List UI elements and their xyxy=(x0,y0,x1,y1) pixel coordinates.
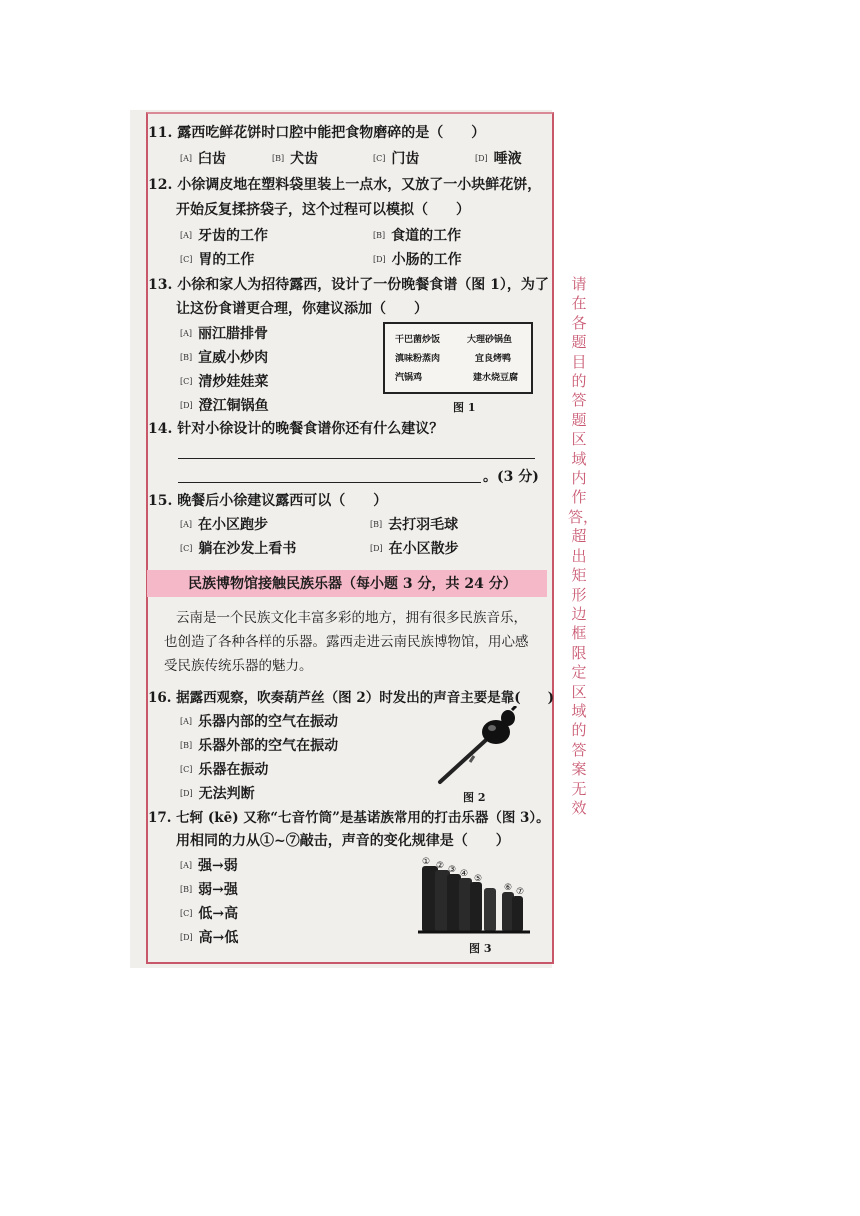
option-tag: [C] xyxy=(180,909,193,918)
option-text: 牙齿的工作 xyxy=(198,228,269,244)
question-16-option-b[interactable] xyxy=(180,737,338,755)
section-intro-line: 受民族传统乐器的魅力。 xyxy=(164,658,313,674)
tube-label: ⑤ xyxy=(474,874,483,884)
tube-label: ② xyxy=(436,861,445,871)
question-16-option-c[interactable] xyxy=(180,761,268,779)
question-15-option-d[interactable] xyxy=(370,540,459,558)
option-text: 躺在沙发上看书 xyxy=(198,541,297,557)
option-text: 乐器在振动 xyxy=(198,762,269,778)
question-17-stem-line2: 用相同的力从①~⑦敲击，声音的变化规律是（ ） xyxy=(176,833,510,849)
option-tag: [D] xyxy=(475,154,488,163)
option-tag: [C] xyxy=(180,765,193,774)
option-tag: [C] xyxy=(373,154,386,163)
figure-3-label: 图 3 xyxy=(469,942,492,955)
gourd-flute-icon xyxy=(430,706,520,788)
option-tag: [D] xyxy=(180,789,193,798)
figure-1-label: 图 1 xyxy=(453,401,476,414)
option-tag: [B] xyxy=(370,520,383,529)
menu-item: 汽锅鸡 xyxy=(395,373,423,383)
option-tag: [D] xyxy=(180,401,193,410)
option-text: 胃的工作 xyxy=(198,252,255,268)
tube-label: ⑥ xyxy=(504,883,513,893)
option-tag: [A] xyxy=(180,154,193,163)
question-14-stem: 14. 针对小徐设计的晚餐食谱你还有什么建议？ xyxy=(148,421,444,437)
option-text: 澄江铜锅鱼 xyxy=(198,398,269,414)
option-text: 门齿 xyxy=(391,151,420,167)
question-17-stem-line1: 17. 七轲 (kē) 又称“七音竹筒”是基诺族常用的打击乐器（图 3）。 xyxy=(148,810,550,826)
option-text: 清炒娃娃菜 xyxy=(198,374,269,390)
tube-label: ⑦ xyxy=(516,887,525,897)
question-17-option-c[interactable] xyxy=(180,905,238,923)
question-15-option-c[interactable] xyxy=(180,540,296,558)
option-text: 乐器外部的空气在振动 xyxy=(198,738,339,754)
option-tag: [C] xyxy=(180,255,193,264)
menu-item: 大理砂锅鱼 xyxy=(467,335,513,345)
question-16-option-d[interactable] xyxy=(180,785,255,803)
option-text: 高→低 xyxy=(198,930,239,946)
question-12-option-a[interactable] xyxy=(180,227,268,245)
question-15-option-a[interactable] xyxy=(180,516,268,534)
question-12-stem-line1: 12. 小徐调皮地在塑料袋里装上一点水，又放了一小块鲜花饼， xyxy=(148,177,542,193)
question-12-option-d[interactable] xyxy=(373,251,462,269)
option-tag: [A] xyxy=(180,861,193,870)
option-text: 臼齿 xyxy=(198,151,227,167)
option-tag: [A] xyxy=(180,231,193,240)
option-text: 弱→强 xyxy=(198,882,238,898)
question-17-option-b[interactable] xyxy=(180,881,238,899)
menu-item: 建水烧豆腐 xyxy=(473,373,519,383)
option-text: 无法判断 xyxy=(198,786,255,802)
question-14-score: 。(3 分) xyxy=(483,469,539,485)
question-17-option-a[interactable] xyxy=(180,857,238,875)
option-text: 强→弱 xyxy=(198,858,238,874)
option-text: 在小区跑步 xyxy=(198,517,269,533)
option-tag: [B] xyxy=(373,231,386,240)
question-11-option-c[interactable] xyxy=(373,150,419,168)
bamboo-tubes-icon xyxy=(418,852,530,934)
question-17-option-d[interactable] xyxy=(180,929,238,947)
option-tag: [D] xyxy=(180,933,193,942)
section-intro-line: 云南是一个民族文化丰富多彩的地方，拥有很多民族音乐， xyxy=(176,610,527,626)
question-15-stem: 15. 晚餐后小徐建议露西可以（ ） xyxy=(148,493,388,509)
question-15-option-b[interactable] xyxy=(370,516,458,534)
figure-1-menu xyxy=(383,322,533,394)
menu-item: 干巴菌炒饭 xyxy=(395,335,441,345)
menu-item: 滇味粉蒸肉 xyxy=(395,354,441,364)
option-text: 食道的工作 xyxy=(391,228,462,244)
option-text: 乐器内部的空气在振动 xyxy=(198,714,339,730)
option-tag: [D] xyxy=(370,544,383,553)
section-intro-line: 也创造了各种各样的乐器。露西走进云南民族博物馆，用心感 xyxy=(164,634,529,650)
option-tag: [B] xyxy=(180,885,193,894)
option-tag: [C] xyxy=(180,377,193,386)
question-13-stem-line1: 13. 小徐和家人为招待露西，设计了一份晚餐食谱（图 1），为了 xyxy=(148,277,549,293)
option-text: 唾液 xyxy=(493,151,522,167)
option-text: 宣威小炒肉 xyxy=(198,350,269,366)
option-tag: [A] xyxy=(180,329,193,338)
option-tag: [B] xyxy=(272,154,285,163)
option-text: 去打羽毛球 xyxy=(388,517,459,533)
option-tag: [A] xyxy=(180,520,193,529)
option-tag: [B] xyxy=(180,741,193,750)
option-text: 犬齿 xyxy=(290,151,319,167)
option-tag: [A] xyxy=(180,717,193,726)
option-text: 在小区散步 xyxy=(388,541,459,557)
question-12-option-b[interactable] xyxy=(373,227,461,245)
question-13-option-b[interactable] xyxy=(180,349,268,367)
question-13-option-d[interactable] xyxy=(180,397,269,415)
section-title: 民族博物馆接触民族乐器（每小题 3 分，共 24 分） xyxy=(188,576,517,592)
question-11-option-a[interactable] xyxy=(180,150,226,168)
figure-2-label: 图 2 xyxy=(463,791,486,804)
answer-line[interactable] xyxy=(178,458,535,459)
question-11-stem: 11. 露西吃鲜花饼时口腔中能把食物磨碎的是（ ） xyxy=(148,125,486,141)
option-text: 低→高 xyxy=(198,906,239,922)
question-12-stem-line2: 开始反复揉挤袋子，这个过程可以模拟（ ） xyxy=(176,202,470,218)
question-11-option-b[interactable] xyxy=(272,150,318,168)
option-tag: [D] xyxy=(373,255,386,264)
option-tag: [B] xyxy=(180,353,193,362)
tube-label: ① xyxy=(422,857,431,867)
option-text: 小肠的工作 xyxy=(391,252,462,268)
question-16-stem: 16. 据露西观察，吹奏葫芦丝（图 2）时发出的声音主要是靠( ) xyxy=(148,690,555,706)
menu-item: 宜良烤鸭 xyxy=(475,354,512,364)
question-13-option-a[interactable] xyxy=(180,325,268,343)
question-13-option-c[interactable] xyxy=(180,373,268,391)
tube-label: ④ xyxy=(460,869,469,879)
tube-label: ③ xyxy=(448,865,457,875)
side-instruction-note: 请在各题目的答题区域内作答，超出矩形边框限定区域的答案无效 xyxy=(568,275,599,817)
answer-line[interactable] xyxy=(178,482,481,483)
option-text: 丽江腊排骨 xyxy=(198,326,269,342)
option-tag: [C] xyxy=(180,544,193,553)
question-13-stem-line2: 让这份食谱更合理，你建议添加（ ） xyxy=(176,301,428,317)
question-16-option-a[interactable] xyxy=(180,713,338,731)
question-11-option-d[interactable] xyxy=(475,150,522,168)
question-12-option-c[interactable] xyxy=(180,251,254,269)
